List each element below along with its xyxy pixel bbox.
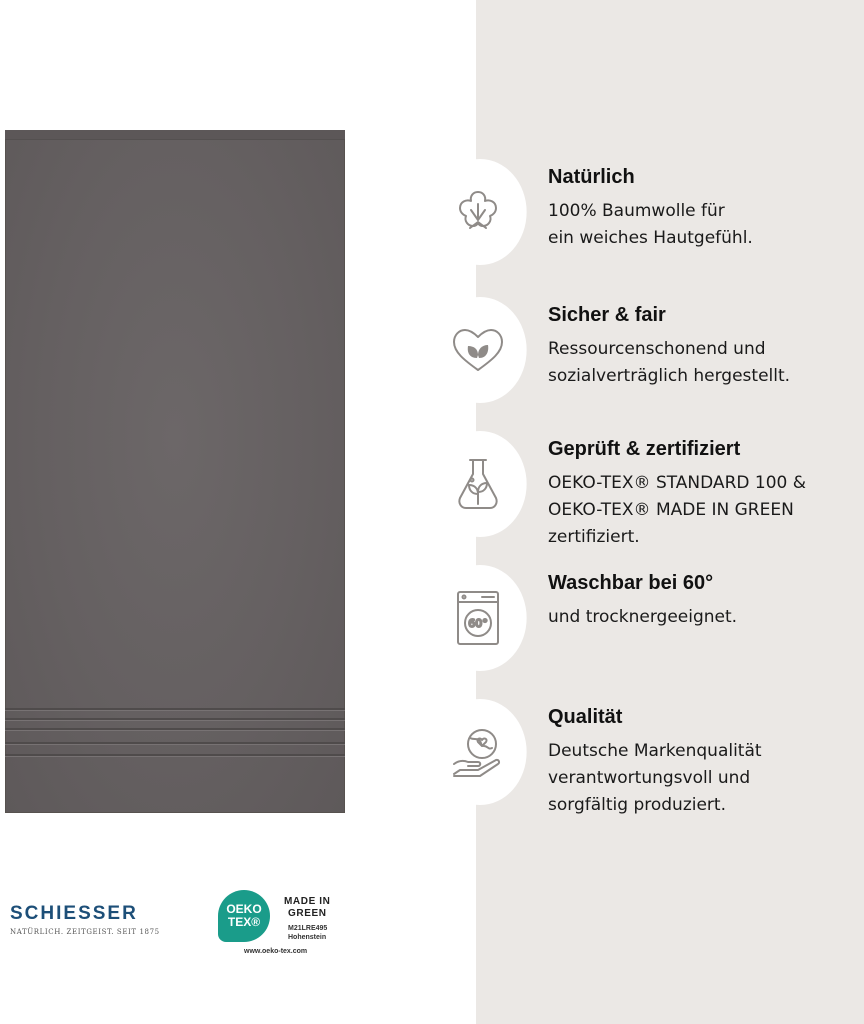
feature-title: Natürlich <box>548 166 635 188</box>
feature-description: Deutsche Markenqualität verantwortungsvoll und sorgfältig produziert. <box>548 741 762 815</box>
washer-temperature-label: 60° <box>468 617 488 630</box>
feature-certified <box>436 434 864 547</box>
brand-name: SCHIESSER <box>10 903 138 924</box>
oeko-tex-label <box>218 888 338 960</box>
towel-border-stripe <box>5 742 345 745</box>
towel-border-stripe <box>5 728 345 731</box>
feature-title: Geprüft & zertifiziert <box>548 438 741 460</box>
feature-description: Ressourcenschonend und sozialverträglich hergestellt. <box>548 339 791 386</box>
oeko-tex-url: www.oeko-tex.com <box>244 948 308 955</box>
feature-natural <box>436 162 864 262</box>
feature-description: 100% Baumwolle für ein weiches Hautgefühl. <box>548 201 753 248</box>
towel-border-stripe <box>5 708 345 711</box>
oeko-tex-badge: OEKO TEX® <box>218 890 270 942</box>
hand-globe-heart-icon <box>446 720 510 784</box>
schiesser-logo <box>10 903 172 936</box>
feature-title: Qualität <box>548 706 623 728</box>
feature-quality <box>436 702 864 815</box>
towel-hem <box>5 130 345 140</box>
feature-safe-fair <box>436 300 864 400</box>
towel-border-stripe <box>5 754 345 757</box>
feature-title: Waschbar bei 60° <box>548 572 714 594</box>
towel-border-stripe <box>5 718 345 721</box>
cotton-icon <box>446 180 510 244</box>
feature-description: und trocknergeeignet. <box>548 607 738 627</box>
heart-leaf-icon <box>446 318 510 382</box>
oeko-tex-code: M21LRE495 Hohenstein <box>288 925 328 941</box>
feature-washable <box>436 568 864 668</box>
made-in-green-text: MADE IN GREEN <box>284 896 331 919</box>
brand-tagline: NATÜRLICH. ZEITGEIST. SEIT 1875 <box>10 928 160 936</box>
feature-title: Sicher & fair <box>548 304 666 326</box>
towel-product-image <box>5 130 345 813</box>
flask-plant-icon <box>446 452 510 516</box>
washing-machine-icon <box>446 586 510 650</box>
feature-description: OEKO-TEX® STANDARD 100 & OEKO-TEX® MADE IN GREEN zertifiziert. <box>548 473 806 547</box>
